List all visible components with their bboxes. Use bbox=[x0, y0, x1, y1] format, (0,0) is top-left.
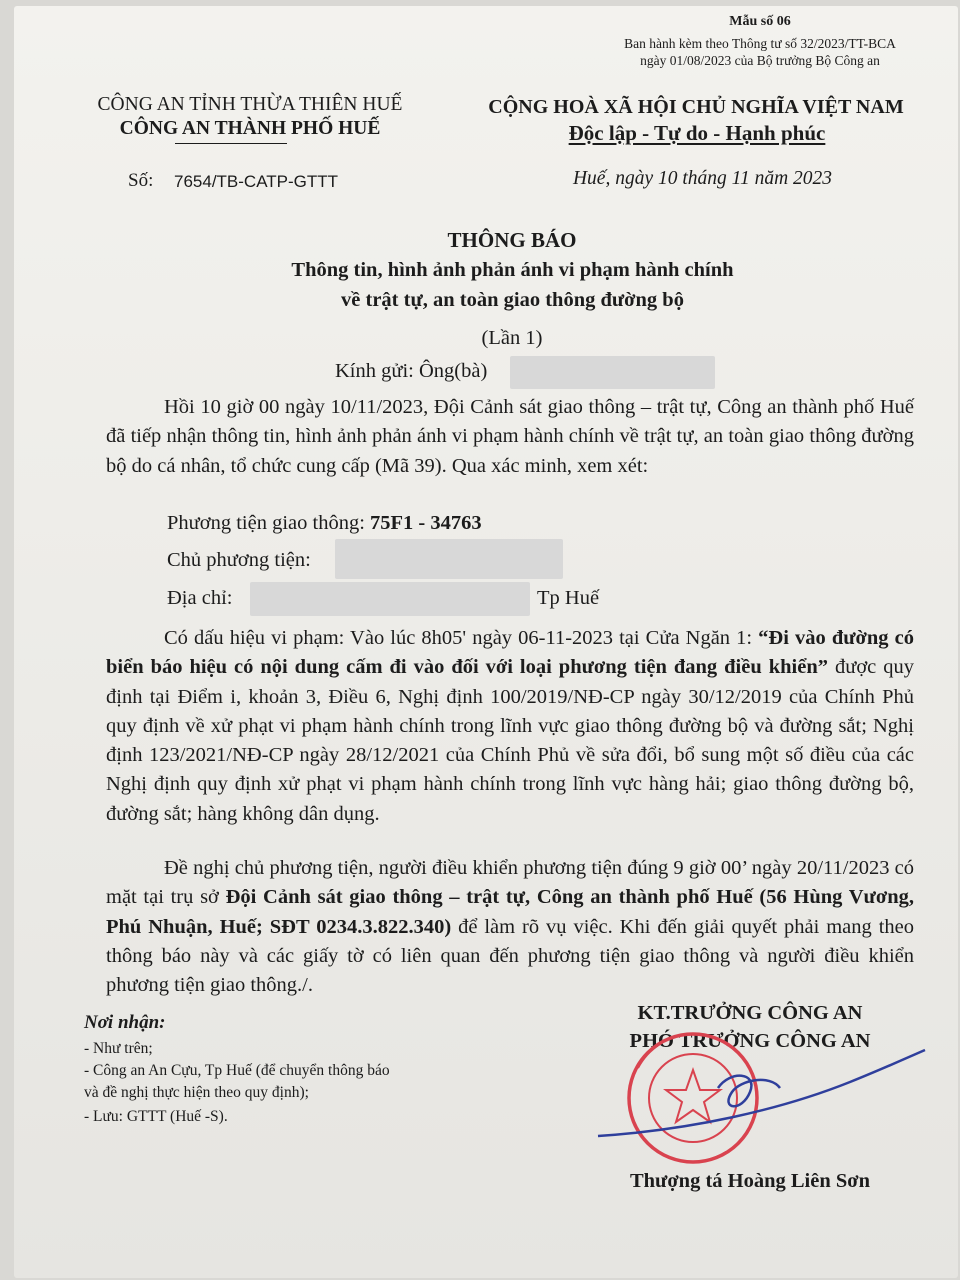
seal-icon bbox=[629, 1034, 757, 1162]
nation-title: CỘNG HOÀ XÃ HỘI CHỦ NGHĨA VIỆT NAM bbox=[488, 96, 904, 118]
notice-subtitle-1: Thông tin, hình ảnh phản ánh vi phạm hành chính bbox=[291, 259, 734, 281]
owner-label: Chủ phương tiện: bbox=[167, 549, 311, 571]
recipient-name-redacted bbox=[510, 356, 715, 389]
official-seal-and-signature bbox=[580, 1030, 940, 1180]
summons-intro: Đề nghị chủ phương tiện, người điều khiển phương tiện đúng 9 giờ 00’ ngày 20/11/2023 có mặt tại trụ sở bbox=[106, 857, 914, 909]
paragraph-intake bbox=[106, 393, 914, 481]
violation-intro: Có dấu hiệu vi phạm: Vào lúc 8h05' ngày 06-11-2023 tại Cửa Ngăn 1: bbox=[164, 627, 759, 649]
summons-location: Đội Cảnh sát giao thông – trật tự, Công an thành phố Huế (56 Hùng Vương, Phú Nhuận, Huế; SĐT 0234.3.822.340) bbox=[106, 886, 914, 938]
address-redacted bbox=[250, 582, 530, 616]
recipient-item-2b: và đề nghị thực hiện theo quy định); bbox=[84, 1084, 309, 1101]
summons-instructions: để làm rõ vụ việc. Khi đến giải quyết phải mang theo thông báo này và các giấy tờ có liên quan đến phương tiện giao thông và người điều khiển phương tiện giao thông./. bbox=[106, 915, 914, 997]
place-date: Huế, ngày 10 tháng 11 năm 2023 bbox=[572, 168, 833, 189]
notice-round: (Lần 1) bbox=[481, 327, 543, 349]
recipient-item-3: - Lưu: GTTT (Huế -S). bbox=[84, 1108, 228, 1125]
paragraph-intake-text: Hồi 10 giờ 00 ngày 10/11/2023, Đội Cảnh sát giao thông – trật tự, Công an thành phố Huế đã tiếp nhận thông tin, hình ảnh phản ánh vi phạm hành chính về trật tự, an toàn giao thông đường bộ do cá nhân, tổ chức cung cấp (Mã 39). Qua xác minh, xem xét: bbox=[106, 396, 914, 477]
address-label: Địa chỉ: bbox=[167, 587, 233, 609]
agency-underline bbox=[175, 143, 287, 144]
nation-motto: Độc lập - Tự do - Hạnh phúc bbox=[568, 121, 826, 145]
notice-subtitle-2: về trật tự, an toàn giao thông đường bộ bbox=[341, 289, 684, 311]
signature-title: PHÓ TRƯỞNG CÔNG AN bbox=[629, 1030, 871, 1052]
handwritten-signature-icon bbox=[598, 1050, 925, 1136]
vehicle-row bbox=[167, 512, 482, 535]
agency-name: CÔNG AN THÀNH PHỐ HUẾ bbox=[119, 118, 381, 139]
recipient-item-2a: - Công an An Cựu, Tp Huế (để chuyển thông báo bbox=[84, 1062, 390, 1079]
recipient-item-1: - Như trên; bbox=[84, 1040, 153, 1057]
recipient-label: Kính gửi: Ông(bà) bbox=[335, 360, 488, 382]
doc-number: 7654/TB-CATP-GTTT bbox=[174, 172, 339, 191]
paragraph-violation bbox=[106, 624, 914, 829]
doc-number-label: Số: bbox=[128, 170, 154, 191]
signature-authority: KT.TRƯỞNG CÔNG AN bbox=[637, 1002, 863, 1024]
owner-name-redacted bbox=[335, 539, 563, 579]
paragraph-summons bbox=[106, 854, 914, 1000]
agency-parent: CÔNG AN TỈNH THỪA THIÊN HUẾ bbox=[97, 94, 403, 115]
notice-title: THÔNG BÁO bbox=[447, 228, 577, 252]
recipients-heading: Nơi nhận: bbox=[84, 1012, 166, 1033]
violation-description: “Đi vào đường có biển báo hiệu có nội dung cấm đi vào đối với loại phương tiện đang điều khiển” bbox=[106, 627, 914, 679]
address-city: Tp Huế bbox=[537, 587, 600, 609]
vehicle-label: Phương tiện giao thông: bbox=[167, 512, 365, 534]
vehicle-plate: 75F1 - 34763 bbox=[370, 512, 482, 534]
violation-legal-basis: được quy định tại Điểm i, khoản 3, Điều 6, Nghị định 100/2019/NĐ-CP ngày 30/12/2019 của Chính Phủ quy định về xử phạt vi phạm hành chính trong lĩnh vực giao thông đường bộ và đường sắt; Nghị định 123/2021/NĐ-CP ngày 28/12/2021 của Chính Phủ về sửa đổi, bổ sung một số điều của các Nghị định quy định xử phạt vi phạm hành chính trong lĩnh vực hàng hải; giao thông đường bộ, đường sắt; hàng không dân dụng. bbox=[106, 656, 914, 825]
form-issued-line1: Ban hành kèm theo Thông tư số 32/2023/TT-BCA bbox=[624, 36, 896, 51]
form-issued-line2: ngày 01/08/2023 của Bộ trưởng Bộ Công an bbox=[640, 53, 880, 68]
form-number: Mẫu số 06 bbox=[729, 14, 791, 29]
signer-name: Thượng tá Hoàng Liên Sơn bbox=[629, 1170, 871, 1192]
